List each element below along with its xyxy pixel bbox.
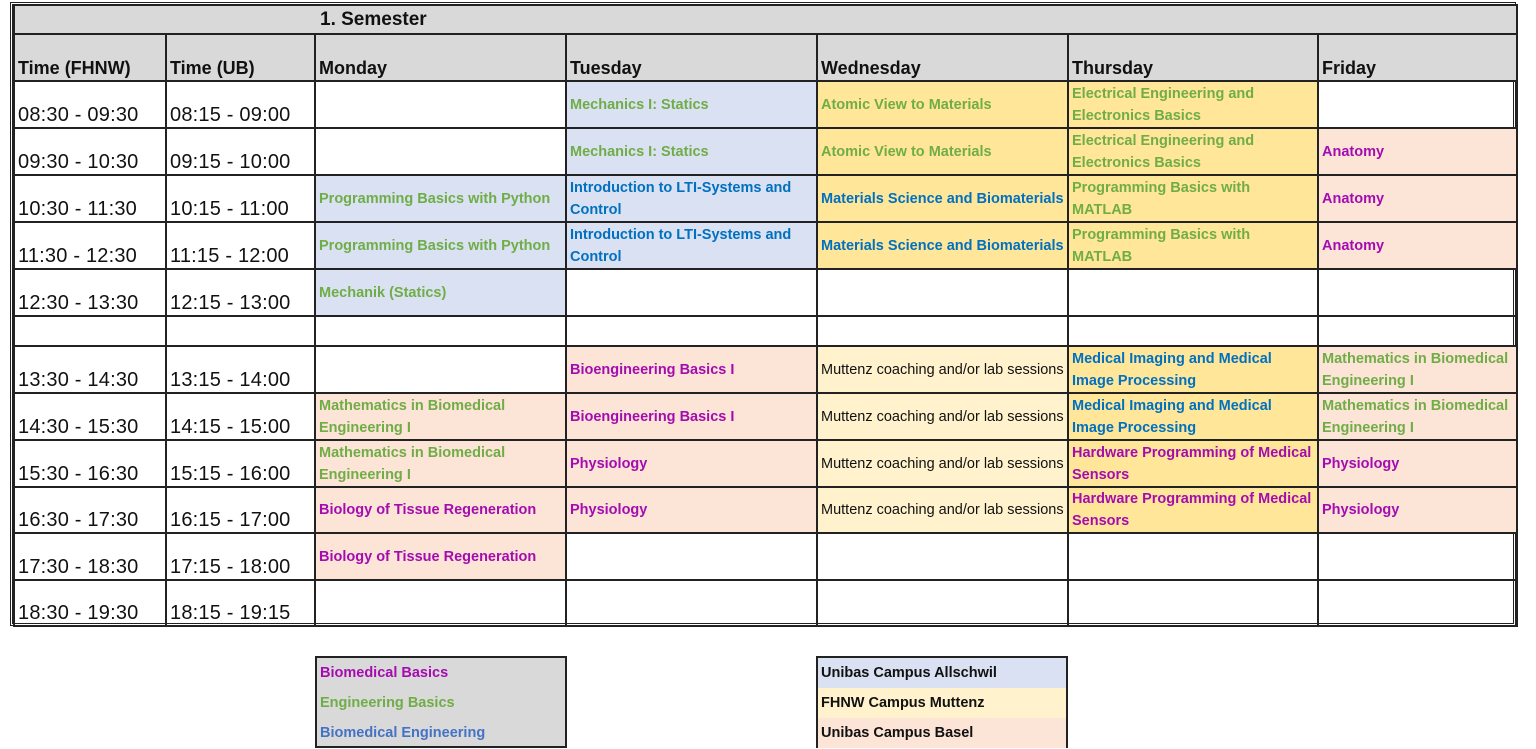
- schedule-table: [13, 4, 1518, 627]
- cell-tuesday: Bioengineering Basics I: [566, 393, 817, 440]
- cell-wednesday: [817, 533, 1068, 580]
- cell-monday: Biology of Tissue Regeneration: [315, 487, 566, 533]
- col-header-tuesday: Tuesday: [566, 34, 817, 81]
- cell-wednesday: Muttenz coaching and/or lab sessions: [817, 487, 1068, 533]
- cell-monday: [315, 128, 566, 175]
- table-row: [14, 81, 1517, 128]
- cell-friday: Mathematics in Biomedical Engineering I: [1318, 346, 1517, 393]
- table-row: [14, 533, 1517, 580]
- cell-wednesday: Muttenz coaching and/or lab sessions: [817, 393, 1068, 440]
- cell-wednesday: Atomic View to Materials: [817, 81, 1068, 128]
- time-fhnw: 18:30 - 19:30: [14, 580, 166, 626]
- cell-tuesday: [566, 269, 817, 316]
- col-header-wednesday: Wednesday: [817, 34, 1068, 81]
- cell-wednesday: [817, 316, 1068, 346]
- cell-thursday: Hardware Programming of Medical Sensors: [1068, 440, 1318, 487]
- time-fhnw: 12:30 - 13:30: [14, 269, 166, 316]
- cell-wednesday: Materials Science and Biomaterials: [817, 175, 1068, 222]
- time-ub: 17:15 - 18:00: [166, 533, 315, 580]
- legend-item-unibas-allschwil: Unibas Campus Allschwil: [818, 658, 1066, 688]
- semester-title: [14, 5, 1517, 34]
- cell-friday: [1318, 580, 1517, 626]
- table-row: [14, 346, 1517, 393]
- table-row: [14, 128, 1517, 175]
- cell-thursday: [1068, 533, 1318, 580]
- cell-friday: [1318, 81, 1517, 128]
- col-header-time-fhnw: Time (FHNW): [14, 34, 166, 81]
- cell-monday: Mathematics in Biomedical Engineering I: [315, 393, 566, 440]
- time-ub: 18:15 - 19:15: [166, 580, 315, 626]
- cell-wednesday: [817, 580, 1068, 626]
- cell-tuesday: [566, 533, 817, 580]
- cell-thursday: Medical Imaging and Medical Image Processing: [1068, 346, 1318, 393]
- table-row: [14, 222, 1517, 269]
- cell-tuesday: Bioengineering Basics I: [566, 346, 817, 393]
- cell-friday: Anatomy: [1318, 128, 1517, 175]
- cell-monday: Mechanik (Statics): [315, 269, 566, 316]
- time-fhnw: 15:30 - 16:30: [14, 440, 166, 487]
- time-fhnw: 11:30 - 12:30: [14, 222, 166, 269]
- time-ub: 13:15 - 14:00: [166, 346, 315, 393]
- cell-wednesday: Muttenz coaching and/or lab sessions: [817, 440, 1068, 487]
- time-ub: 10:15 - 11:00: [166, 175, 315, 222]
- table-row: [14, 580, 1517, 626]
- legend-item-unibas-basel: Unibas Campus Basel: [818, 718, 1066, 748]
- time-ub: 11:15 - 12:00: [166, 222, 315, 269]
- legend-campus-location: [816, 656, 1068, 748]
- semester-title-text: 1. Semester: [320, 8, 427, 30]
- cell-friday: Anatomy: [1318, 175, 1517, 222]
- table-row: [14, 175, 1517, 222]
- cell-tuesday: [566, 316, 817, 346]
- time-fhnw: 08:30 - 09:30: [14, 81, 166, 128]
- time-ub: 15:15 - 16:00: [166, 440, 315, 487]
- time-ub: 09:15 - 10:00: [166, 128, 315, 175]
- cell-friday: Mathematics in Biomedical Engineering I: [1318, 393, 1517, 440]
- cell-wednesday: Muttenz coaching and/or lab sessions: [817, 346, 1068, 393]
- legend-item-biomedical-basics: Biomedical Basics: [320, 665, 449, 681]
- table-row: [14, 487, 1517, 533]
- table-row: [14, 269, 1517, 316]
- cell-tuesday: Mechanics I: Statics: [566, 81, 817, 128]
- time-ub: 14:15 - 15:00: [166, 393, 315, 440]
- cell-thursday: Programming Basics with MATLAB: [1068, 175, 1318, 222]
- cell-monday: [315, 346, 566, 393]
- time-ub: 12:15 - 13:00: [166, 269, 315, 316]
- cell-tuesday: Physiology: [566, 487, 817, 533]
- cell-thursday: [1068, 269, 1318, 316]
- time-ub: 08:15 - 09:00: [166, 81, 315, 128]
- legend-item-engineering-basics: Engineering Basics: [320, 695, 455, 711]
- cell-tuesday: Physiology: [566, 440, 817, 487]
- cell-monday: Mathematics in Biomedical Engineering I: [315, 440, 566, 487]
- table-row: [14, 440, 1517, 487]
- legend-item-biomedical-engineering: Biomedical Engineering: [320, 725, 486, 741]
- time-fhnw: [14, 316, 166, 346]
- table-row-spacer: [14, 316, 1517, 346]
- cell-tuesday: Introduction to LTI-Systems and Control: [566, 175, 817, 222]
- time-ub: [166, 316, 315, 346]
- cell-tuesday: Introduction to LTI-Systems and Control: [566, 222, 817, 269]
- col-header-thursday: Thursday: [1068, 34, 1318, 81]
- cell-thursday: Programming Basics with MATLAB: [1068, 222, 1318, 269]
- cell-tuesday: Mechanics I: Statics: [566, 128, 817, 175]
- col-header-friday: Friday: [1318, 34, 1517, 81]
- col-header-time-ub: Time (UB): [166, 34, 315, 81]
- time-fhnw: 13:30 - 14:30: [14, 346, 166, 393]
- cell-friday: [1318, 316, 1517, 346]
- legend-course-category: [315, 656, 567, 748]
- time-ub: 16:15 - 17:00: [166, 487, 315, 533]
- cell-monday: [315, 316, 566, 346]
- legend-item-fhnw-muttenz: FHNW Campus Muttenz: [818, 688, 1066, 718]
- cell-monday: Programming Basics with Python: [315, 175, 566, 222]
- cell-thursday: [1068, 580, 1318, 626]
- cell-monday: [315, 81, 566, 128]
- time-fhnw: 10:30 - 11:30: [14, 175, 166, 222]
- cell-friday: Anatomy: [1318, 222, 1517, 269]
- col-header-monday: Monday: [315, 34, 566, 81]
- cell-monday: Programming Basics with Python: [315, 222, 566, 269]
- cell-tuesday: [566, 580, 817, 626]
- cell-thursday: Hardware Programming of Medical Sensors: [1068, 487, 1318, 533]
- time-fhnw: 17:30 - 18:30: [14, 533, 166, 580]
- cell-thursday: Medical Imaging and Medical Image Processing: [1068, 393, 1318, 440]
- time-fhnw: 14:30 - 15:30: [14, 393, 166, 440]
- cell-thursday: [1068, 316, 1318, 346]
- cell-thursday: Electrical Engineering and Electronics Basics: [1068, 128, 1318, 175]
- cell-wednesday: Atomic View to Materials: [817, 128, 1068, 175]
- cell-friday: Physiology: [1318, 440, 1517, 487]
- cell-wednesday: [817, 269, 1068, 316]
- cell-friday: [1318, 269, 1517, 316]
- time-fhnw: 09:30 - 10:30: [14, 128, 166, 175]
- table-row: [14, 393, 1517, 440]
- cell-thursday: Electrical Engineering and Electronics Basics: [1068, 81, 1318, 128]
- cell-friday: [1318, 533, 1517, 580]
- cell-wednesday: Materials Science and Biomaterials: [817, 222, 1068, 269]
- cell-monday: [315, 580, 566, 626]
- time-fhnw: 16:30 - 17:30: [14, 487, 166, 533]
- cell-monday: Biology of Tissue Regeneration: [315, 533, 566, 580]
- cell-friday: Physiology: [1318, 487, 1517, 533]
